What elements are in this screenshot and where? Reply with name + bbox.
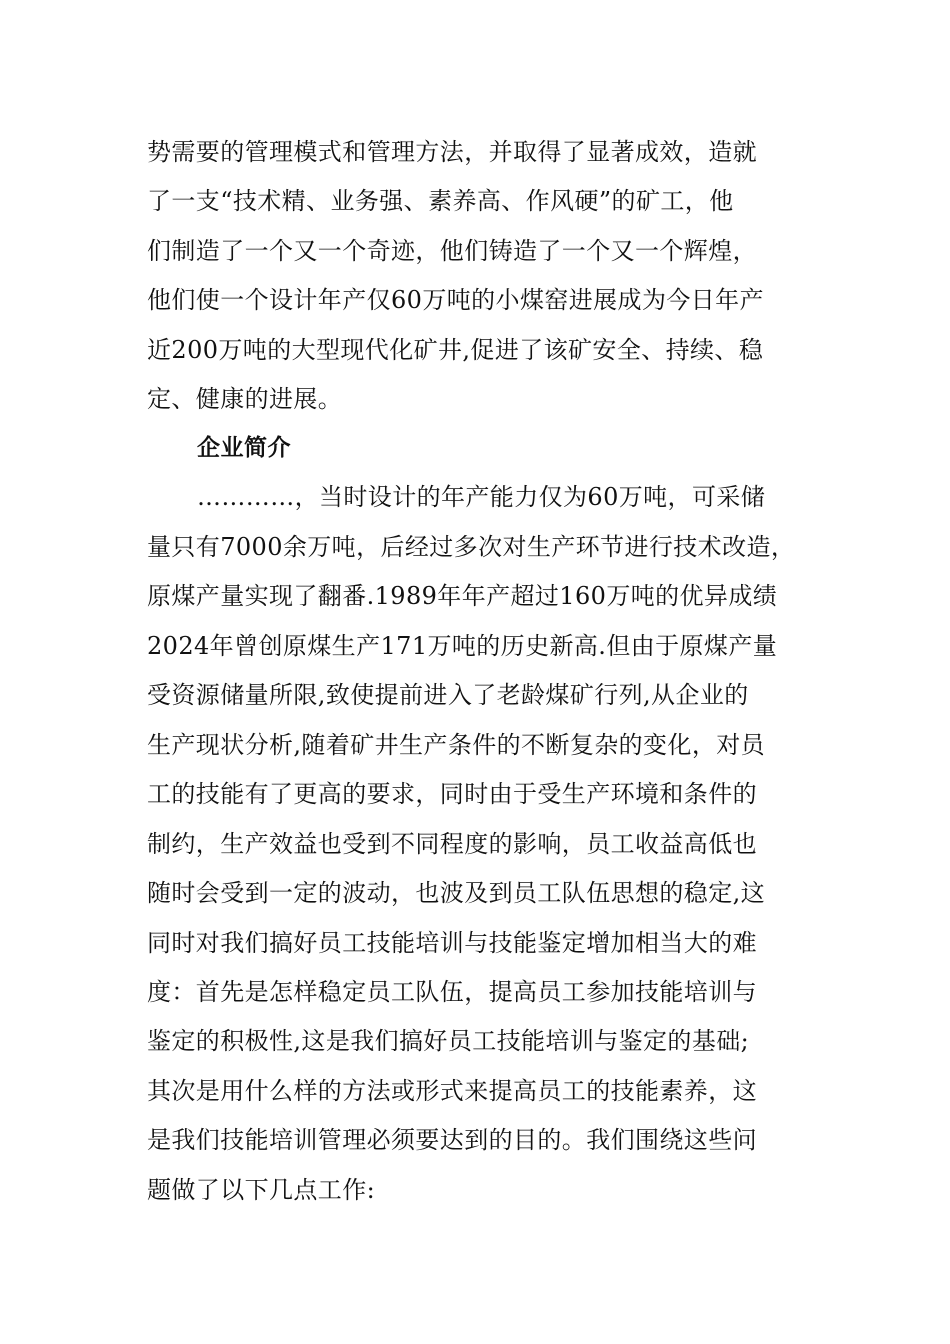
paragraph-line: 2024年曾创原煤生产171万吨的历史新高.但由于原煤产量 (147, 632, 778, 660)
paragraph-line: 生产现状分析,随着矿井生产条件的不断复杂的变化，对员 (147, 731, 766, 759)
paragraph-line: 是我们技能培训管理必须要达到的目的。我们围绕这些问 (147, 1126, 757, 1154)
paragraph-line: 度：首先是怎样稳定员工队伍，提高员工参加技能培训与 (147, 978, 757, 1006)
paragraph-line: …………，当时设计的年产能力仅为60万吨，可采储 (197, 483, 766, 511)
paragraph-line: 鉴定的积极性,这是我们搞好员工技能培训与鉴定的基础; (147, 1027, 750, 1055)
paragraph-line: 们制造了一个又一个奇迹，他们铸造了一个又一个辉煌， (147, 237, 757, 265)
paragraph-line: 势需要的管理模式和管理方法，并取得了显著成效，造就 (147, 138, 757, 166)
section-heading: 企业简介 (197, 435, 291, 461)
paragraph-line: 工的技能有了更高的要求，同时由于受生产环境和条件的 (147, 780, 757, 808)
paragraph-line: 同时对我们搞好员工技能培训与技能鉴定增加相当大的难 (147, 929, 757, 957)
paragraph-line: 原煤产量实现了翻番.1989年年产超过160万吨的优异成绩 (147, 582, 778, 610)
paragraph-line: 制约，生产效益也受到不同程度的影响，员工收益高低也 (147, 830, 757, 858)
paragraph-line: 近200万吨的大型现代化矿井,促进了该矿安全、持续、稳 (147, 336, 764, 364)
paragraph-line: 其次是用什么样的方法或形式来提高员工的技能素养，这 (147, 1077, 757, 1105)
paragraph-line: 题做了以下几点工作: (147, 1176, 376, 1204)
paragraph-line: 他们使一个设计年产仅60万吨的小煤窑进展成为今日年产 (147, 286, 764, 314)
paragraph-line: 随时会受到一定的波动，也波及到员工队伍思想的稳定,这 (147, 879, 766, 907)
paragraph-line: 定、健康的进展。 (147, 385, 343, 413)
paragraph-line: 了一支“技术精、业务强、素养高、作风硬”的矿工，他 (147, 187, 734, 215)
paragraph-line: 量只有7000余万吨，后经过多次对生产环节进行技术改造， (147, 533, 796, 561)
paragraph-line: 受资源储量所限,致使提前进入了老龄煤矿行列,从企业的 (147, 681, 749, 709)
